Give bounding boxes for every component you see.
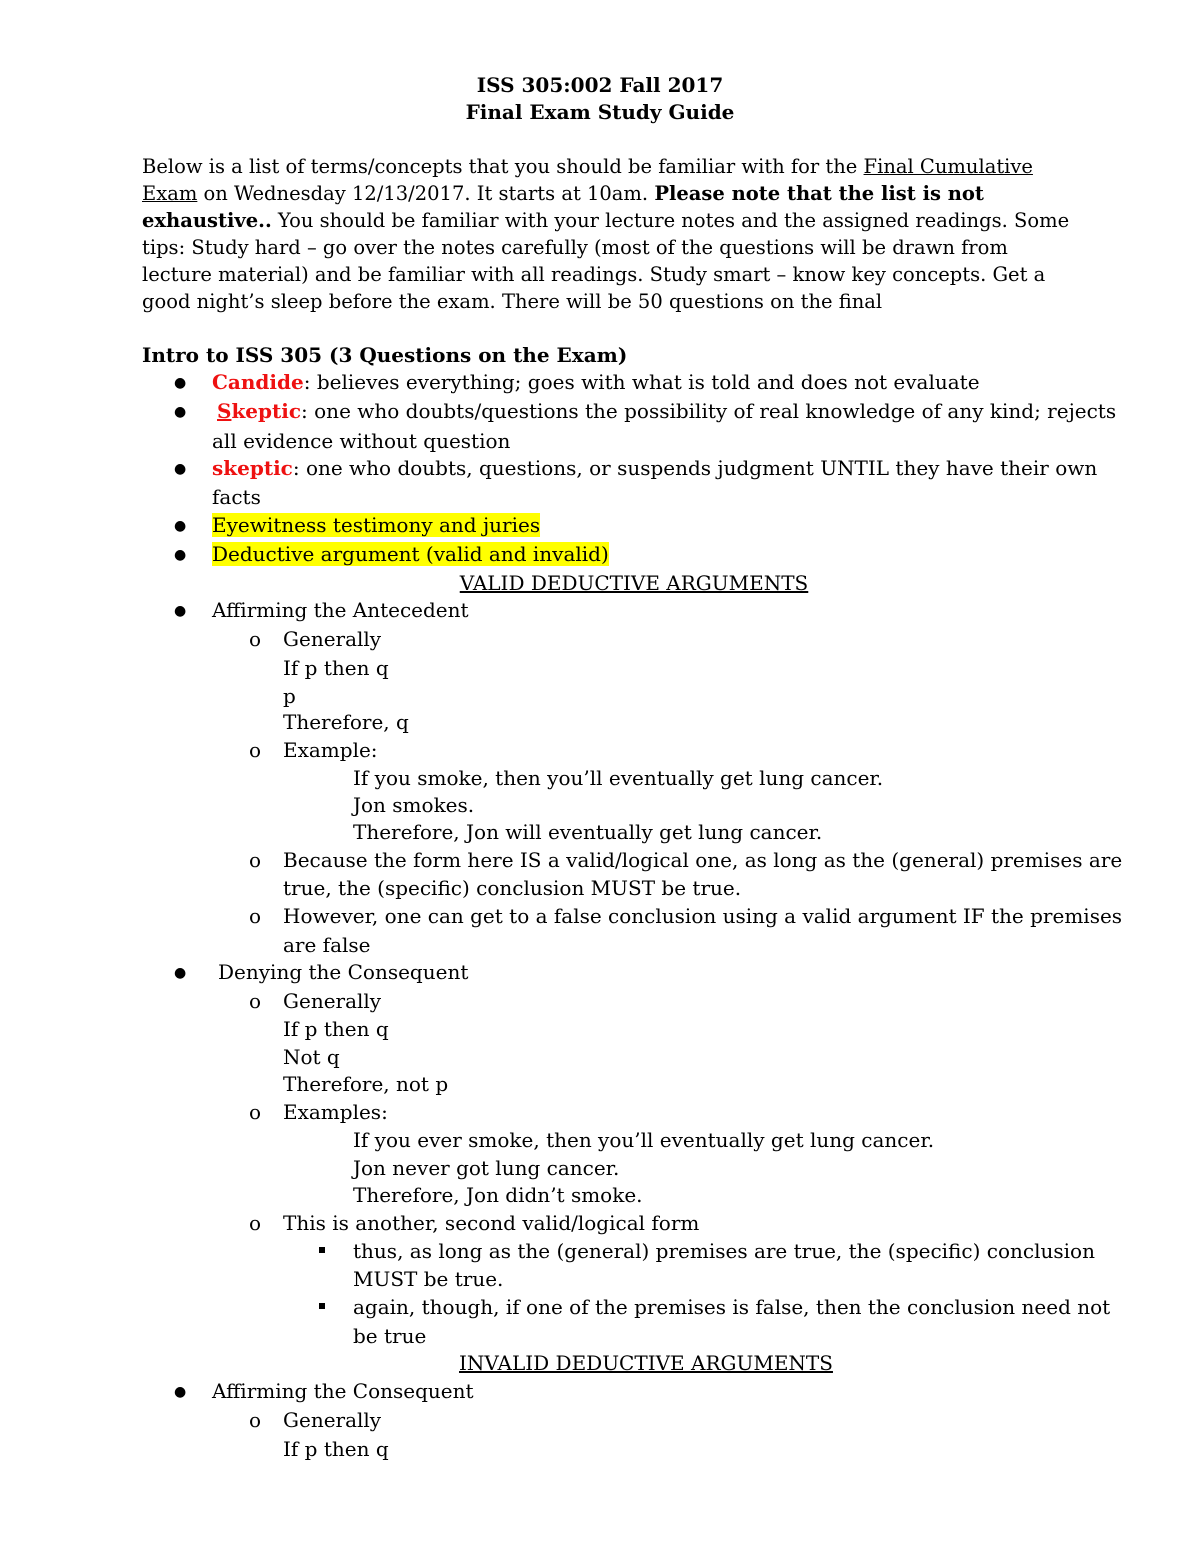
circle-bullet-icon: o — [249, 848, 262, 872]
line-if-p-then-q: If p then q — [283, 656, 389, 680]
valid-heading: VALID DEDUCTIVE ARGUMENTS — [459, 571, 809, 595]
square-bullet-icon — [319, 1303, 325, 1309]
list-item-affirming-antecedent: Affirming the Antecedent — [212, 598, 469, 622]
sub-item-however-cont: are false — [283, 933, 371, 957]
list-item-eyewitness: Eyewitness testimony and juries — [212, 513, 541, 537]
intro-paragraph: Below is a list of terms/concepts that you should be familiar with for the Final Cumulative Exam on Wednesday 12/13/2017. It starts at 10am. Please note that the list is not exhaustive.. You should be familiar with your lecture notes and the assigned readings. Some tips: Study hard – go over the notes carefully (most of the questions will be drawn from lecture material) and be familiar with all readings. Study smart – know key concepts. Get a good night’s sleep before the exam. There will be 50 questions on the final — [142, 155, 1070, 313]
list-item-skeptic-lower: skeptic: one who doubts, questions, or suspends judgment UNTIL they have their own — [212, 456, 1098, 480]
sub-item-because: Because the form here IS a valid/logical one, as long as the (general) premises are — [283, 848, 1123, 872]
circle-bullet-icon: o — [249, 1408, 262, 1432]
invalid-heading: INVALID DEDUCTIVE ARGUMENTS — [459, 1351, 833, 1375]
list-item-candide: Candide: believes everything; goes with what is told and does not evaluate — [212, 370, 980, 394]
bullet-icon: ● — [174, 518, 187, 534]
line-not-q: Not q — [283, 1045, 340, 1069]
sub-item-generally: Generally — [283, 627, 382, 651]
example-line: Jon smokes. — [353, 793, 475, 817]
circle-bullet-icon: o — [249, 627, 262, 651]
list-item-skeptic-capital: Skeptic: one who doubts/questions the possibility of real knowledge of any kind; rejects — [217, 399, 1117, 423]
list-item-skeptic-capital-cont: all evidence without question — [212, 429, 511, 453]
final-exam-link: Final Cumulative Exam — [142, 155, 1033, 205]
sub-item-examples: Examples: — [283, 1100, 388, 1124]
sub-sub-item-thus: thus, as long as the (general) premises are true, the (specific) conclusion — [353, 1239, 1095, 1263]
bullet-icon: ● — [174, 461, 187, 477]
sub-sub-item-thus-cont: MUST be true. — [353, 1267, 504, 1291]
bullet-icon: ● — [174, 603, 187, 619]
bullet-icon: ● — [174, 547, 187, 563]
bullet-icon: ● — [174, 404, 187, 420]
circle-bullet-icon: o — [249, 738, 262, 762]
section-heading: Intro to ISS 305 (3 Questions on the Exam) — [142, 343, 628, 367]
list-item-affirming-consequent: Affirming the Consequent — [212, 1379, 474, 1403]
sub-item-generally: Generally — [283, 1408, 382, 1432]
circle-bullet-icon: o — [249, 989, 262, 1013]
square-bullet-icon — [319, 1247, 325, 1253]
bullet-icon: ● — [174, 1384, 187, 1400]
circle-bullet-icon: o — [249, 1100, 262, 1124]
example-line: If you ever smoke, then you’ll eventually get lung cancer. — [353, 1128, 935, 1152]
circle-bullet-icon: o — [249, 1211, 262, 1235]
sub-item-generally: Generally — [283, 989, 382, 1013]
circle-bullet-icon: o — [249, 904, 262, 928]
course-title: ISS 305:002 Fall 2017 — [476, 73, 724, 97]
sub-sub-item-again-cont: be true — [353, 1324, 427, 1348]
bullet-icon: ● — [174, 965, 187, 981]
example-line: Therefore, Jon didn’t smoke. — [353, 1183, 643, 1207]
page-title: Final Exam Study Guide — [465, 100, 735, 124]
exhaustive-note: Please note that the list is not exhaustive.. — [142, 182, 984, 232]
example-line: Therefore, Jon will eventually get lung cancer. — [353, 820, 823, 844]
sub-sub-item-again: again, though, if one of the premises is false, then the conclusion need not — [353, 1295, 1111, 1319]
sub-item-however: However, one can get to a false conclusion using a valid argument IF the premises — [283, 904, 1123, 928]
list-item-denying-consequent: Denying the Consequent — [218, 960, 469, 984]
sub-item-because-cont: true, the (specific) conclusion MUST be true. — [283, 876, 742, 900]
list-item-deductive: Deductive argument (valid and invalid) — [212, 542, 609, 566]
list-item-skeptic-lower-cont: facts — [212, 485, 261, 509]
example-line: Jon never got lung cancer. — [353, 1156, 620, 1180]
sub-item-another: This is another, second valid/logical form — [283, 1211, 700, 1235]
line-if-p-then-q: If p then q — [283, 1437, 389, 1461]
bullet-icon: ● — [174, 375, 187, 391]
line-p: p — [283, 684, 296, 708]
line-if-p-then-q: If p then q — [283, 1017, 389, 1041]
sub-item-example: Example: — [283, 738, 378, 762]
example-line: If you smoke, then you’ll eventually get lung cancer. — [353, 766, 884, 790]
line-therefore-q: Therefore, q — [283, 710, 409, 734]
line-therefore-not-p: Therefore, not p — [283, 1072, 449, 1096]
